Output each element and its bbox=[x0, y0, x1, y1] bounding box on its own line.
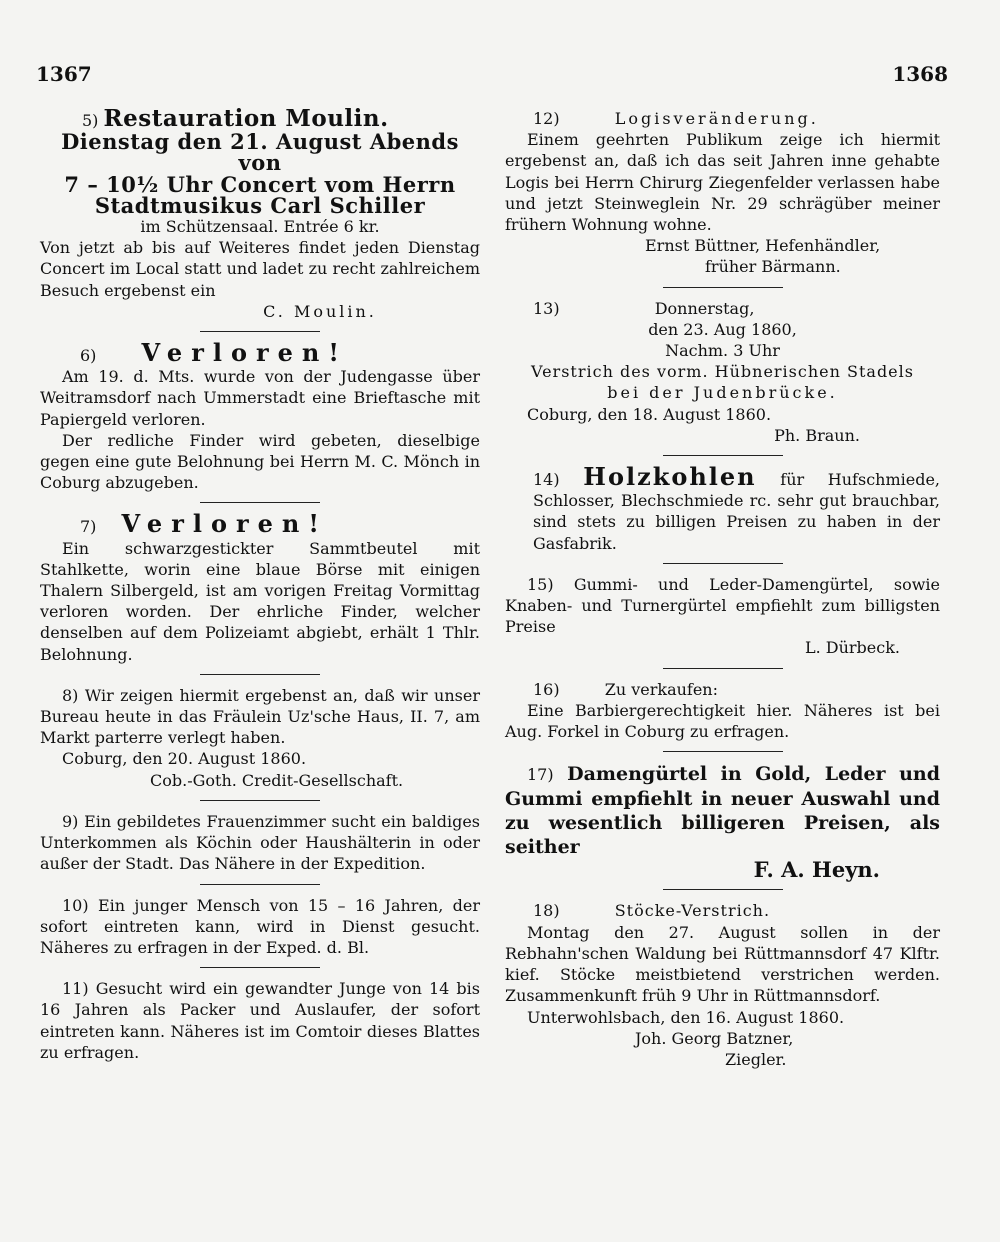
notice-8 bbox=[40, 685, 480, 791]
divider bbox=[663, 668, 783, 669]
notice-number: 6) bbox=[80, 346, 97, 366]
divider bbox=[663, 287, 783, 288]
divider bbox=[663, 455, 783, 456]
notice-date: Coburg, den 18. August 1860. bbox=[527, 404, 772, 424]
divider bbox=[200, 967, 320, 968]
notice-10 bbox=[40, 895, 480, 959]
divider bbox=[663, 751, 783, 752]
notice-body: Gesucht wird ein gewandter Junge von 14 bis 16 Jahren als Packer und Auslaufer, der sofort eintreten kann. Näheres ist im Comtoir dieses Blattes zu erfragen. bbox=[40, 979, 480, 1062]
notice-body: für Hufschmiede, Schlosser, Blechschmiede rc. sehr gut brauchbar, sind stets zu billigen Preisen zu haben in der Gasfabrik. bbox=[533, 470, 941, 553]
divider bbox=[200, 884, 320, 885]
notice-number: 7) bbox=[80, 517, 97, 537]
notice-signature: früher Bärmann. bbox=[705, 257, 841, 277]
notice-line: Verstrich des vorm. Hübnerischen Stadels bbox=[531, 362, 914, 382]
notice-signature: Ziegler. bbox=[725, 1049, 787, 1069]
page-number-right: 1368 bbox=[892, 62, 948, 86]
notice-title: Logisveränderung. bbox=[614, 109, 819, 128]
notice-5 bbox=[40, 105, 480, 322]
divider bbox=[200, 674, 320, 675]
notice-number: 18) bbox=[533, 901, 560, 921]
notice-9 bbox=[40, 811, 480, 875]
notice-signature: Ernst Büttner, Hefenhändler, bbox=[645, 236, 881, 256]
notice-number: 13) bbox=[533, 298, 560, 318]
notice-body: Der redliche Finder wird gebeten, dieselbige gegen eine gute Belohnung bei Herrn M. C. Mönch in Coburg abzugeben. bbox=[40, 430, 480, 493]
notice-signature: Joh. Georg Batzner, bbox=[635, 1028, 794, 1048]
notice-body: Montag den 27. August sollen in der Rebhahn'schen Waldung bei Rüttmannsdorf 47 Klftr. kief. Stöcke meistbietend verstrichen werden. Zusammenkunft früh 9 Uhr in Rüttmannsdorf. bbox=[505, 922, 940, 1006]
notice-line: Nachm. 3 Uhr bbox=[665, 341, 780, 361]
notice-number: 14) bbox=[533, 470, 560, 490]
notice-number: 8) bbox=[62, 685, 79, 705]
notice-signature: F. A. Heyn. bbox=[753, 857, 880, 883]
notice-line: Donnerstag, bbox=[654, 298, 755, 318]
notice-body: Ein schwarzgestickter Sammtbeutel mit Stahlkette, worin eine blaue Börse mit einigen Thalern Silbergeld, ist am vorigen Freitag Vormittag verloren worden. Der ehrliche Finder, welcher denselben auf dem Polizeiamt abgiebt, erhält 1 Thlr. Belohnung. bbox=[40, 538, 480, 664]
divider bbox=[200, 502, 320, 503]
notice-date: Coburg, den 20. August 1860. bbox=[62, 749, 307, 769]
notice-title: Restauration Moulin. bbox=[103, 105, 389, 132]
notice-body: Einem geehrten Publikum zeige ich hiermit ergebenst an, daß ich das seit Jahren inne gehabte Logis bei Herrn Chirurg Ziegenfelder verlassen habe und jetzt Steinweglein Nr. 29 schrägüber meiner frühern Wohnung wohne. bbox=[505, 130, 940, 235]
notice-number: 16) bbox=[533, 679, 560, 699]
notice-number: 9) bbox=[62, 811, 79, 831]
notice-17 bbox=[505, 762, 940, 883]
divider bbox=[200, 800, 320, 801]
notice-body: Ein gebildetes Frauenzimmer sucht ein baldiges Unterkommen als Köchin oder Haushälterin in oder außer der Stadt. Das Nähere in der Expedition. bbox=[40, 811, 480, 874]
notice-number: 5) bbox=[82, 111, 99, 130]
notice-number: 10) bbox=[62, 895, 89, 915]
notice-18 bbox=[505, 900, 940, 1070]
notice-12 bbox=[505, 108, 940, 278]
notice-title: Verloren! bbox=[121, 509, 328, 539]
notice-number: 17) bbox=[527, 765, 554, 785]
notice-date: Unterwohlsbach, den 16. August 1860. bbox=[527, 1007, 845, 1027]
notice-signature: C. Moulin. bbox=[263, 301, 377, 321]
divider bbox=[200, 331, 320, 332]
notice-16 bbox=[505, 679, 940, 743]
notice-body: Eine Barbiergerechtigkeit hier. Näheres ist bei Aug. Forkel in Coburg zu erfragen. bbox=[505, 700, 940, 742]
notice-number: 11) bbox=[62, 979, 89, 999]
notice-signature: Cob.-Goth. Credit-Gesellschaft. bbox=[150, 770, 404, 790]
notice-body: Damengürtel in Gold, Leder und Gummi empfiehlt in neuer Auswahl und zu wesentlich billigeren Preisen, als seither bbox=[505, 763, 940, 859]
notice-14 bbox=[505, 462, 941, 554]
notice-headline: 7 – 10½ Uhr Concert vom Herrn bbox=[64, 171, 456, 197]
notice-title: Verloren! bbox=[141, 338, 348, 368]
left-column bbox=[40, 105, 480, 1063]
notice-15 bbox=[505, 574, 940, 659]
notice-body: Ein junger Mensch von 15 – 16 Jahren, der sofort eintreten kann, wird in Dienst gesucht. Näheres zu erfragen in der Exped. d. Bl. bbox=[40, 895, 480, 957]
notice-headline: Dienstag den 21. August Abends von bbox=[61, 129, 459, 176]
page-number-left: 1367 bbox=[36, 62, 92, 86]
notice-title: Holzkohlen bbox=[583, 462, 757, 492]
notice-line: den 23. Aug 1860, bbox=[648, 319, 797, 339]
notice-number: 15) bbox=[527, 574, 554, 594]
notice-number: 12) bbox=[533, 109, 560, 128]
notice-signature: Ph. Braun. bbox=[774, 425, 860, 445]
notice-7 bbox=[40, 509, 480, 664]
notice-body: Gummi- und Leder-Damengürtel, sowie Knaben- und Turnergürtel empfiehlt zum billigsten Preise bbox=[505, 574, 940, 637]
notice-body: Von jetzt ab bis auf Weiteres findet jeden Dienstag Concert im Local statt und ladet zu recht zahlreichem Besuch ergebenst ein bbox=[40, 238, 480, 300]
notice-line: bei der Judenbrücke. bbox=[607, 383, 838, 403]
notice-signature: L. Dürbeck. bbox=[804, 638, 900, 658]
notice-headline: Stadtmusikus Carl Schiller bbox=[94, 192, 426, 218]
divider bbox=[663, 563, 783, 564]
notice-head: Zu verkaufen: bbox=[604, 679, 718, 699]
notice-body: Am 19. d. Mts. wurde von der Judengasse über Weitramsdorf nach Ummerstadt eine Brieftasche mit Papiergeld verloren. bbox=[40, 367, 480, 429]
notice-body: Wir zeigen hiermit ergebenst an, daß wir unser Bureau heute in das Fräulein Uz'sche Haus, II. 7, am Markt parterre verlegt haben. bbox=[40, 685, 480, 748]
notice-place: im Schützensaal. Entrée 6 kr. bbox=[140, 217, 380, 237]
right-column bbox=[505, 108, 940, 1070]
notice-11 bbox=[40, 978, 480, 1063]
notice-6 bbox=[40, 338, 480, 493]
divider bbox=[663, 889, 783, 890]
notice-title: Stöcke-Verstrich. bbox=[614, 901, 771, 921]
notice-13 bbox=[505, 298, 940, 446]
